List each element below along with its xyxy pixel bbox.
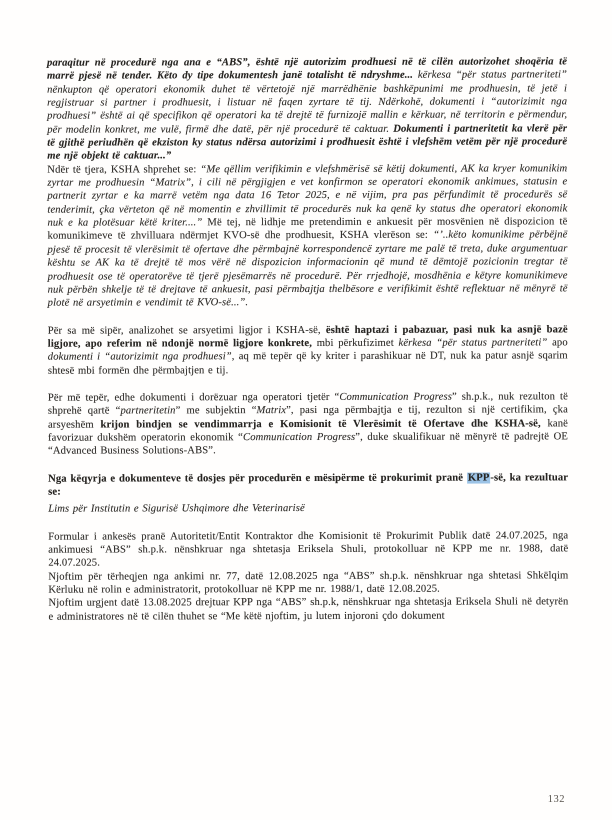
search-highlight: KPP xyxy=(467,472,490,484)
text-run: Dokumenti i partneritetit ka vlerë për të gjithë periudhën që ekziston ky status ndërsa autorizimi i prodhuesit është i vlefshëm vetëm për një procedurë me një objekt të caktuar...” xyxy=(47,123,568,163)
section-heading-kqyrja xyxy=(48,471,568,499)
text-run: dokumenti i “autorizimit nga prodhuesi” xyxy=(47,351,232,363)
text-run: paraqitur në procedurë nga ana e “ABS”, është një autorizim prodhuesi në të cilën autorizohet shoqëria të marrë pjesë në tender. Këto dy tipe dokumentesh janë totalisht të ndryshme... xyxy=(47,56,568,83)
text-run: Njoftim urgjent datë 13.08.2025 drejtuar KPP nga “ABS” sh.p.k, nënshkruar nga shtetasja Eriksela Shuli në detyrën e administratores në të cilën thuhet se “Me këtë njoftim, ju lutem injoroni çdo dokument xyxy=(48,596,569,623)
text-run: ” me subjektin “ xyxy=(175,405,257,417)
text-run: , aq më tepër që ky kriter i parashikuar në DT, nuk ka patur asnjë sqarim shtesë mbi formën dhe përmbajtjen e tij. xyxy=(47,350,568,377)
company-name-run: Communication Progress xyxy=(242,431,356,444)
paragraph-formular-ankese xyxy=(48,529,568,570)
paragraph-njoftim-terheqje xyxy=(48,569,568,597)
paragraph-ksha-statement xyxy=(47,162,567,310)
text-run: Lims për Institutin e Sigurisë Ushqimore dhe Veterinarisë xyxy=(48,503,305,515)
document-text-block xyxy=(47,55,568,623)
paragraph-legal-analysis xyxy=(48,323,568,378)
paragraph-njoftim-urgjent xyxy=(48,596,568,624)
text-run: ”, pasi nga përmbajtja e tij, rezulton si një certifikim, çka arsyeshëm xyxy=(47,404,568,431)
company-name-run: Communication Progress xyxy=(339,391,452,403)
page-number: 132 xyxy=(547,794,565,805)
text-run: partneritetin xyxy=(120,405,176,417)
text-run: është haptazi i pabazuar, pasi nuk ka asnjë bazë ligjore, apo referim në ndonjë normë ligjore konkrete, xyxy=(47,323,568,350)
text-run: Njoftim për tërheqjen nga ankimi nr. 77, datë 12.08.2025 nga “ABS” sh.p.k. nënshkruar nga shtetasi Shkëlqim Kërluku në rolin e administratorit, protokolluar në KPP me nr. 1988/1, datë 12.08.2025. xyxy=(48,570,569,596)
text-run: Për sa më sipër, analizohet se arsyetimi ligjor i KSHA-së, xyxy=(47,324,326,337)
text-run: Formular i ankesës pranë Autoritetit/Entit Kontraktor dhe Komisionit të Prokurimit Publik datë 24.07.2025, nga ankimuesi “ABS” sh.p.k. nënshkruar nga shtetasja Eriksela Shuli, protokolluar në KPP me nr. 1988, datë 24.07.2025. xyxy=(48,529,569,570)
text-run: kërkesa “për status partneriteti” xyxy=(398,337,553,349)
text-run: ” sh.p.k., nuk rezulton të shprehë qartë “ xyxy=(47,391,568,417)
paragraph-abs-authorization xyxy=(47,55,567,163)
text-run: Më tej, në lidhje me pretendimin e ankuesit për mosvënien në dispozicion të komunikimeve të zhvilluara ndërmjet KVO-së dhe prodhuesit, KSHA vlerëson se: xyxy=(47,216,568,243)
text-run: mbi përkufizimet xyxy=(316,337,399,349)
text-run: kërkesa “për status partneriteti” nënkupton që operatori ekonomik duhet të vërtetojë një marrëdhënie bashkëpunimi me prodhuesin, të jetë i regjistruar si partner i prodhuesit, i listuar në faqen zyrtare të tij. Ndërkohë, dokumenti i “autorizimit nga prodhuesi” është ai që specifikon që operatori ka të drejtë të furnizojë mallin e kërkuar, në territorin e përmendur, për modelin konkret, me vulë, firmë dhe datë, për një procedurë të caktuar. xyxy=(47,69,568,136)
procurement-object-line xyxy=(48,502,568,517)
quote-run: “’..këto komunikime përbëjnë pjesë të procesit të vlerësimit të ofertave dhe përmbajnë korrespondencë zyrtare me palë të treta, duke argumentuar kështu se AK ka të drejtë të mos vërë në dispozicion informacionin që mund të dëmtojë pozicionin tregtar të prodhuesit ose të operatorëve të tjerë pjesëmarrës në procedurë. Për rrjedhojë, mosdhënia e këtyre komunikimeve nuk përbën shkelje të të drejtave të ankuesit, pasi përmbajtja thelbësore e verifikimit është reflektuar në mënyrë të plotë në arsyetimin e vendimit të KVO-së...”. xyxy=(47,229,568,309)
text-run: kanë favorizuar dukshëm operatorin ekonomik “ xyxy=(47,417,568,444)
text-run: Ndër të tjera, KSHA shprehet se: xyxy=(47,164,201,176)
text-run: Nga këqyrja e dokumenteve të dosjes për procedurën e mësipërme të prokurimit pranë xyxy=(48,472,467,485)
text-run: krijon bindjen se vendimmarrja e Komisionit të Vlerësimit të Ofertave dhe KSHA-së, xyxy=(100,417,548,431)
paragraph-communication-progress xyxy=(48,390,568,458)
text-run: ”, duke skualifikuar në mënyrë të padrejtë OE “Advanced Business Solutions-ABS”. xyxy=(48,431,569,457)
quote-run: “Me qëllim verifikimin e vlefshmërisë së këtij dokumenti, AK ka kryer komunikim zyrtar me prodhuesin “Matrix”, i cili në përgjigjen e vet konfirmon se operatori ekonomik ankimues, statusin e partnerit zyrtar e ka marrë vetëm nga data 16 Tetor 2025, e në vijim, pra pas përfundimit të procedurës së tenderimit, çka vërteton që në momentin e zhvillimit të procedurës nuk ka qenë ky status dhe operatori ekonomik nuk e ka plotësuar këtë kriter....” xyxy=(47,163,568,229)
text-run: apo xyxy=(552,337,568,349)
company-name-run: Matrix xyxy=(256,405,287,417)
text-run: -së, ka rezultuar se: xyxy=(48,471,569,498)
text-run: Për më tepër, edhe dokumenti i dorëzuar nga operatori tjetër “ xyxy=(47,391,340,404)
